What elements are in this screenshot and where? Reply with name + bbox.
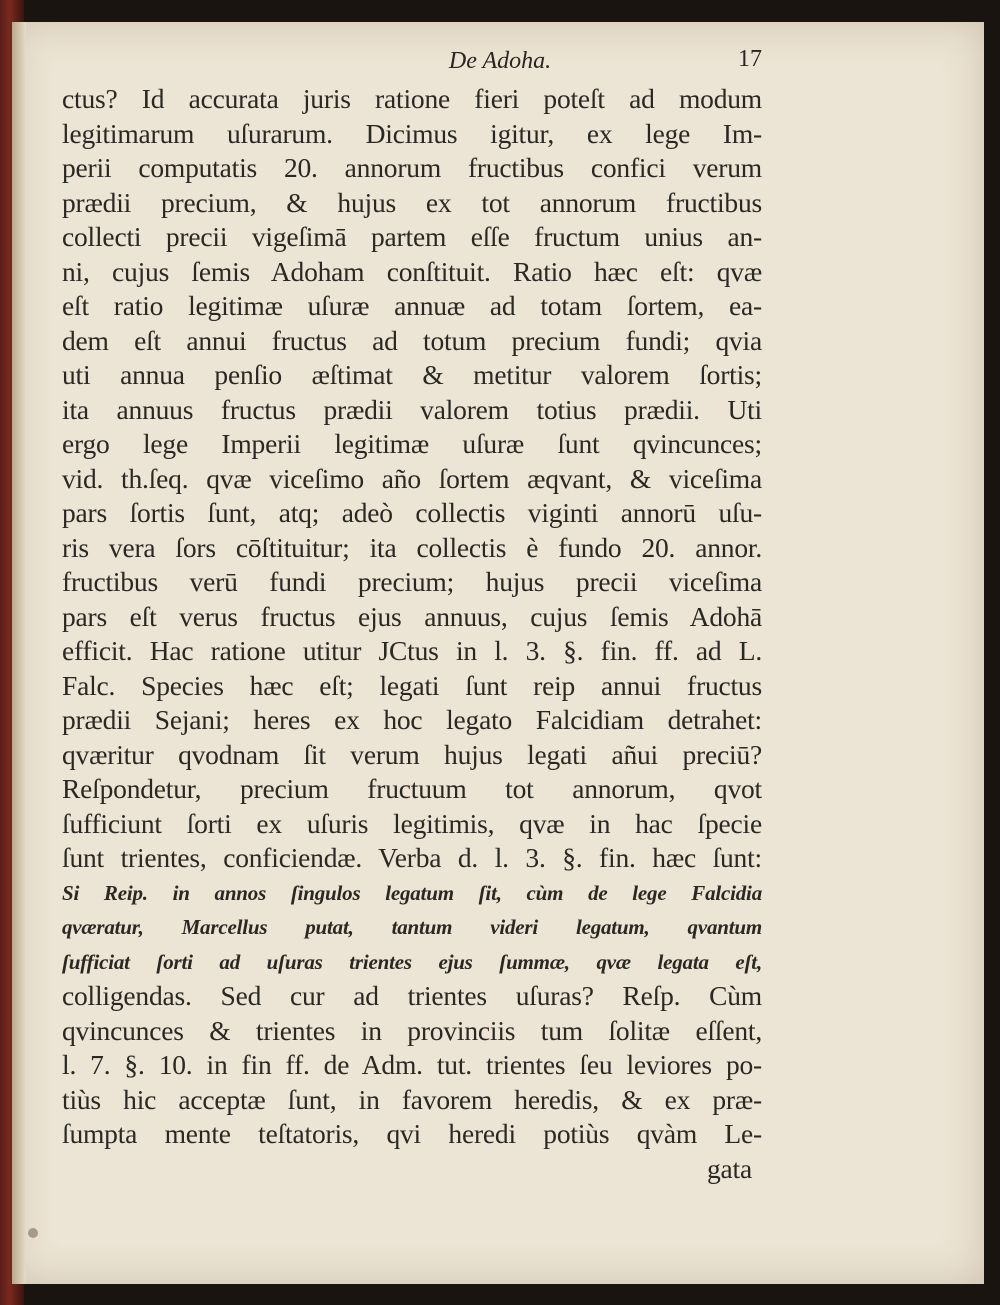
text-line: tiùs hic acceptæ ſunt, in favorem heredis, & ex præ- bbox=[62, 1083, 762, 1115]
text-line: l. 7. §. 10. in fin ff. de Adm. tut. trientes ſeu leviores po- bbox=[62, 1049, 762, 1080]
text-line: pars ſortis ſunt, atq; adeò collectis viginti annorū uſu- bbox=[62, 497, 762, 528]
text-line: uti annua penſio æſtimat & metitur valorem ſortis; bbox=[62, 359, 762, 390]
quotation-line: qværatur, Marcellus putat, tantum videri legatum, qvantum bbox=[62, 915, 762, 939]
quotation-line: ſufficiat ſorti ad uſuras trientes ejus ſummæ, qvæ legata eſt, bbox=[62, 949, 762, 974]
text-line: vid. th.ſeq. qvæ viceſimo año ſortem æqvant, & viceſima bbox=[62, 462, 762, 494]
text-line: Falc. Species hæc eſt; legati ſunt reip annui fructus bbox=[62, 669, 762, 701]
paper-stain bbox=[28, 1228, 38, 1238]
text-line: efficit. Hac ratione utitur JCtus in l. 3. §. fin. ff. ad L. bbox=[62, 635, 762, 666]
running-head: De Adoha. bbox=[448, 48, 552, 74]
body-text bbox=[62, 82, 762, 1186]
text-line: ni, cujus ſemis Adoham conſtituit. Ratio hæc eſt: qvæ bbox=[62, 255, 762, 287]
page-number: 17 bbox=[738, 46, 762, 72]
text-line: dem eſt annui fructus ad totum precium fundi; qvia bbox=[62, 324, 762, 356]
text-line: ctus? Id accurata juris ratione fieri poteſt ad modum bbox=[62, 83, 762, 114]
text-line: eſt ratio legitimæ uſuræ annuæ ad totam ſortem, ea- bbox=[62, 290, 762, 321]
page-gutter-shadow bbox=[12, 22, 26, 1284]
text-line: legitimarum uſurarum. Dicimus igitur, ex lege Im- bbox=[62, 117, 762, 149]
text-line: perii computatis 20. annorum fructibus confici verum bbox=[62, 152, 762, 183]
text-line: pars eſt verus fructus ejus annuus, cujus ſemis Adohā bbox=[62, 600, 762, 632]
text-line: ſufficiunt ſorti ex uſuris legitimis, qvæ in hac ſpecie bbox=[62, 807, 762, 839]
text-line: ita annuus fructus prædii valorem totius prædii. Uti bbox=[62, 393, 762, 425]
text-line: colligendas. Sed cur ad trientes uſuras? Reſp. Cùm bbox=[62, 980, 762, 1011]
text-line: qværitur qvodnam ſit verum hujus legati añui preciū? bbox=[62, 738, 762, 770]
quotation-line: Si Reip. in annos ſingulos legatum ſit, cùm de lege Falcidia bbox=[62, 880, 762, 905]
text-line: ris vera ſors cōſtituitur; ita collectis è fundo 20. annor. bbox=[62, 531, 762, 563]
text-line: ſumpta mente teſtatoris, qvi heredi potiùs qvàm Le- bbox=[62, 1118, 762, 1149]
text-line: ergo lege Imperii legitimæ uſuræ ſunt qvincunces; bbox=[62, 428, 762, 459]
text-line: collecti precii vigeſimā partem eſſe fructum unius an- bbox=[62, 221, 762, 252]
catchword: gata bbox=[706, 1152, 752, 1184]
text-line: qvincunces & trientes in provinciis tum ſolitæ eſſent, bbox=[62, 1014, 762, 1046]
text-line: fructibus verū fundi precium; hujus precii viceſima bbox=[62, 566, 762, 597]
text-line: prædii Sejani; heres ex hoc legato Falcidiam detrahet: bbox=[62, 704, 762, 735]
text-line: prædii precium, & hujus ex tot annorum fructibus bbox=[62, 186, 762, 218]
text-line: ſunt trientes, conficiendæ. Verba d. l. 3. §. fin. hæc ſunt: bbox=[62, 842, 762, 873]
text-line: Reſpondetur, precium fructuum tot annorum, qvot bbox=[62, 773, 762, 804]
